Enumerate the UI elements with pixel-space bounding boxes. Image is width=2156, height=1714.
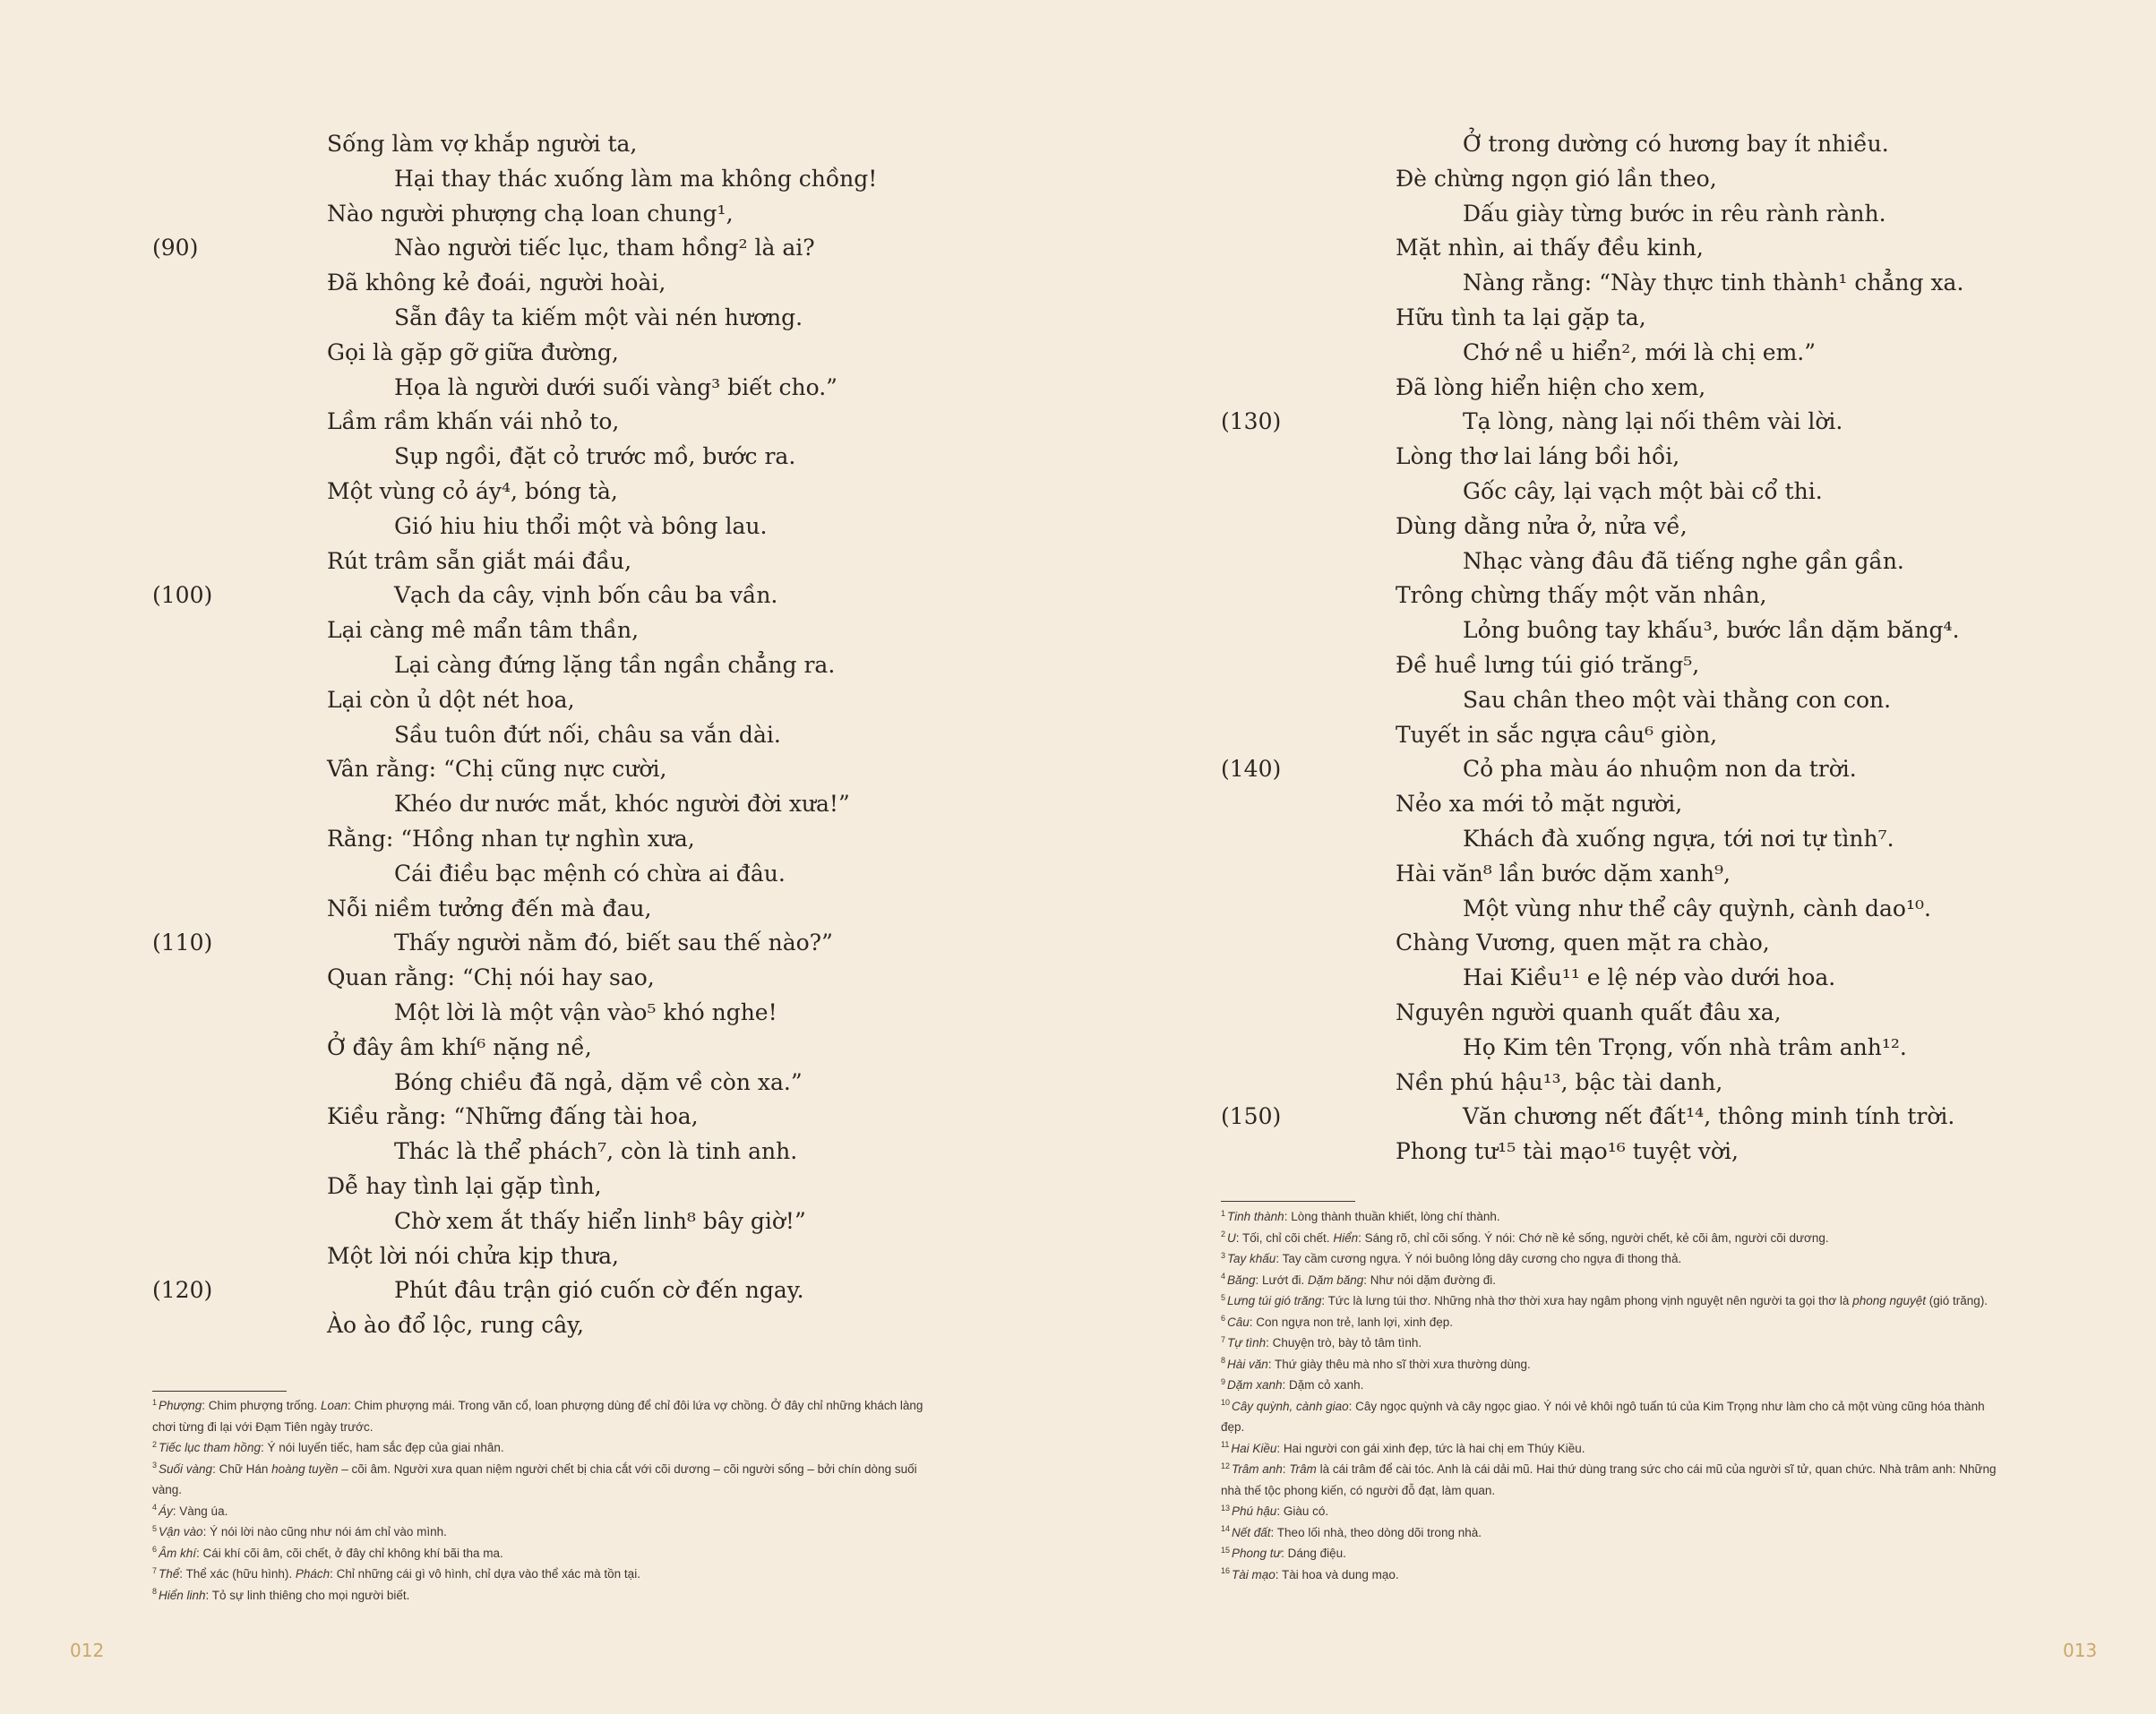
verse-text: Dễ hay tình lại gặp tình, (327, 1172, 602, 1199)
footnote-term: Vận vào (159, 1525, 203, 1538)
footnote-text: : Chim phượng trống. (202, 1399, 321, 1412)
footnote (1221, 1270, 2009, 1291)
footnote (152, 1564, 941, 1585)
footnote-number: 1 (1221, 1208, 1226, 1218)
verse-text: Đã không kẻ đoái, người hoài, (327, 270, 666, 296)
verse-text: Rằng: “Hồng nhan tự nghìn xưa, (327, 825, 695, 852)
verse-text: Sẵn đây ta kiếm một vài nén hương. (394, 304, 803, 330)
footnote-text: : Chim phượng mái. Trong văn cổ, loan phượng dùng để chỉ đôi lứa vợ chồng. Ở đây chỉ những khách làng chơi từng đi lại với Đạm Tiên ngày trước. (152, 1399, 923, 1434)
footnote-term: Nết đất (1232, 1525, 1271, 1539)
footnote-number: 2 (1221, 1230, 1226, 1238)
footnote-text: : (1282, 1462, 1290, 1476)
verse-text: Quan rằng: “Chị nói hay sao, (327, 964, 655, 991)
verse-text: Thác là thể phách⁷, còn là tinh anh. (394, 1138, 798, 1165)
footnote-text: : Theo lối nhà, theo dòng dõi trong nhà. (1270, 1525, 1482, 1539)
footnote (1221, 1459, 2009, 1501)
footnote-number: 4 (1221, 1272, 1226, 1281)
line-number: (100) (152, 582, 213, 609)
footnote (152, 1521, 941, 1543)
footnote-text: : Như nói dặm đường đi. (1363, 1273, 1497, 1287)
footnote-term: phong nguyệt (1852, 1294, 1927, 1307)
footnote (1221, 1543, 2009, 1564)
right-page (1078, 0, 2156, 1714)
verse-text: Khéo dư nước mắt, khóc người đời xưa!” (394, 791, 850, 818)
verse-text: Dấu giày từng bước in rêu rành rành. (1463, 200, 1886, 227)
verse-text: Ở đây âm khí⁶ nặng nề, (327, 1033, 592, 1060)
footnote-text: – cõi âm. Người xưa quan niệm người chết bị chia cắt với cõi dương – cõi người sống – bởi chín dòng suối vàng. (152, 1461, 917, 1496)
verse-text: Mặt nhìn, ai thấy đều kinh, (1396, 235, 1704, 261)
footnote-text: : Giàu có. (1276, 1504, 1329, 1518)
footnote-number: 15 (1221, 1545, 1231, 1555)
verse-text: Họ Kim tên Trọng, vốn nhà trâm anh¹². (1463, 1033, 1907, 1060)
footnote-term: Câu (1227, 1315, 1250, 1329)
footnote-term: Hiển linh (159, 1588, 206, 1602)
verse-text: Sầu tuôn đứt nối, châu sa vắn dài. (394, 721, 781, 748)
footnote-text: : Chữ Hán (212, 1461, 272, 1476)
verse-text: Lại càng đứng lặng tần ngần chẳng ra. (394, 651, 836, 678)
footnote-text: : Dặm cỏ xanh. (1282, 1378, 1364, 1392)
verse-text: Lại càng mê mẩn tâm thần, (327, 617, 640, 644)
verse-text: Đề huề lưng túi gió trăng⁵, (1396, 651, 1700, 678)
footnote-term: Suối vàng (159, 1461, 213, 1476)
line-number: (120) (152, 1277, 213, 1304)
footnote (1221, 1228, 2009, 1249)
verse-text: Văn chương nết đất¹⁴, thông minh tính trời. (1463, 1103, 1955, 1130)
verse-text: Phút đâu trận gió cuốn cờ đến ngay. (394, 1277, 804, 1304)
footnote-term: Áy (159, 1504, 173, 1518)
footnote (152, 1459, 941, 1501)
verse-text: Vạch da cây, vịnh bốn câu ba vần. (394, 582, 778, 609)
verse-text: Nguyên người quanh quất đâu xa, (1396, 998, 1782, 1025)
footnote-term: Trâm anh (1232, 1462, 1283, 1476)
footnote-text: : Ý nói lời nào cũng như nói ám chỉ vào mình. (202, 1525, 447, 1538)
footnote-term: Tinh thành (1227, 1210, 1284, 1223)
line-number: (130) (1221, 408, 1282, 435)
footnote-number: 7 (1221, 1334, 1226, 1344)
footnote-term: Hai Kiều (1231, 1441, 1277, 1455)
footnote-number: 8 (152, 1587, 158, 1596)
verse-text: Ào ào đổ lộc, rung cây, (327, 1312, 584, 1339)
line-number: (140) (1221, 756, 1282, 783)
verse-text: Kiều rằng: “Những đấng tài hoa, (327, 1103, 699, 1130)
footnotes-left (152, 1395, 941, 1606)
line-number: (90) (152, 235, 199, 261)
verse-text: Hại thay thác xuống làm ma không chồng! (394, 165, 878, 192)
footnote-term: Phượng (159, 1399, 202, 1412)
footnote-number: 13 (1221, 1503, 1231, 1513)
footnote-text: : Cái khí cõi âm, cõi chết, ở đây chỉ không khí bãi tha ma. (196, 1546, 503, 1560)
footnote-term: Âm khí (159, 1546, 197, 1560)
footnote-rule-right (1221, 1201, 1355, 1202)
footnote-number: 1 (152, 1397, 158, 1407)
verse-text: Họa là người dưới suối vàng³ biết cho.” (394, 373, 837, 400)
footnote (1221, 1375, 2009, 1396)
footnote-text: : Tỏ sự linh thiêng cho mọi người biết. (205, 1588, 410, 1602)
footnote-text: : Ý nói luyến tiếc, ham sắc đẹp của giai nhân. (260, 1441, 504, 1454)
page-number-left: 012 (70, 1640, 105, 1661)
footnote (1221, 1501, 2009, 1522)
footnote-number: 6 (152, 1545, 158, 1554)
verse-text: Sống làm vợ khắp người ta, (327, 131, 638, 157)
verse-text: Tuyết in sắc ngựa câu⁶ giòn, (1396, 721, 1718, 748)
footnote-number: 5 (1221, 1292, 1226, 1302)
footnote-term: Tay khấu (1227, 1252, 1276, 1265)
verse-text: Hữu tình ta lại gặp ta, (1396, 304, 1646, 330)
footnote-text: : Chuyện trò, bày tỏ tâm tình. (1266, 1336, 1422, 1350)
line-number: (110) (152, 930, 213, 956)
footnote-text: : Thứ giày thêu mà nho sĩ thời xưa thường dùng. (1267, 1357, 1531, 1371)
footnote-term: Phong tư (1232, 1547, 1282, 1560)
footnote-term: Băng (1227, 1273, 1256, 1287)
footnote (1221, 1248, 2009, 1270)
verse-text: Gọi là gặp gỡ giữa đường, (327, 339, 619, 365)
verse-text: Thấy người nằm đó, biết sau thế nào?” (394, 930, 833, 956)
verse-text: Lòng thơ lai láng bồi hồi, (1396, 443, 1680, 470)
verse-text: Nào người tiếc lục, tham hồng² là ai? (394, 235, 815, 261)
footnote-number: 16 (1221, 1566, 1231, 1575)
verse-text: Cỏ pha màu áo nhuộm non da trời. (1463, 756, 1857, 783)
verse-text: Một lời nói chửa kịp thưa, (327, 1242, 619, 1269)
footnote-term: Phú hậu (1232, 1504, 1277, 1518)
footnote-term: Dặm băng (1307, 1273, 1364, 1287)
verse-text: Tạ lòng, nàng lại nối thêm vài lời. (1463, 408, 1843, 435)
footnote-text: : Hai người con gái xinh đẹp, tức là hai chị em Thúy Kiều. (1276, 1441, 1585, 1455)
verse-text: Lỏng buông tay khấu³, bước lần dặm băng⁴. (1463, 617, 1960, 644)
footnote-term: Phách (295, 1567, 331, 1581)
footnote-term: Tự tình (1227, 1336, 1267, 1350)
footnote (1221, 1354, 2009, 1375)
footnote-number: 2 (152, 1439, 158, 1449)
verse-text: Hai Kiều¹¹ e lệ nép vào dưới hoa. (1463, 964, 1836, 991)
footnote-number: 3 (1221, 1250, 1226, 1260)
verse-text: Chàng Vương, quen mặt ra chào, (1396, 930, 1770, 956)
verse-text: Lầm rầm khấn vái nhỏ to, (327, 408, 620, 435)
verse-text: Đè chừng ngọn gió lần theo, (1396, 165, 1717, 192)
verse-text: Nàng rằng: “Này thực tinh thành¹ chẳng xa. (1463, 270, 1964, 296)
verse-text: Rút trâm sẵn giắt mái đầu, (327, 547, 632, 574)
footnote-number: 4 (152, 1503, 158, 1512)
footnote (1221, 1438, 2009, 1460)
footnote-term: Thể (159, 1567, 180, 1581)
footnote-term: Cây quỳnh, cành giao (1232, 1399, 1349, 1413)
line-number: (150) (1221, 1103, 1282, 1130)
verse-text: Một vùng như thể cây quỳnh, cành dao¹⁰. (1463, 895, 1931, 921)
verse-text: Nỗi niềm tưởng đến mà đau, (327, 895, 652, 921)
footnote (152, 1437, 941, 1459)
footnote-text: : Lướt đi. (1255, 1273, 1308, 1287)
footnote-term: Dặm xanh (1227, 1378, 1283, 1392)
verse-text: Chớ nề u hiển², mới là chị em.” (1463, 339, 1817, 365)
footnote-term: U (1227, 1230, 1236, 1245)
footnote-number: 12 (1221, 1461, 1231, 1470)
footnote-text: (gió trăng). (1926, 1294, 1989, 1307)
verse-text: Lại còn ủ dột nét hoa, (327, 686, 575, 713)
footnote-term: Trâm (1289, 1462, 1317, 1476)
footnote-text: : Tay cầm cương ngựa. Ý nói buông lỏng dây cương cho ngựa đi thong thả. (1276, 1252, 1682, 1265)
footnote (1221, 1522, 2009, 1544)
footnote-number: 9 (1221, 1376, 1226, 1386)
footnote-number: 6 (1221, 1314, 1226, 1323)
verse-text: Vân rằng: “Chị cũng nực cười, (327, 756, 667, 783)
footnote-number: 5 (152, 1523, 158, 1533)
verse-text: Sau chân theo một vài thằng con con. (1463, 686, 1892, 713)
verse-text: Sụp ngồi, đặt cỏ trước mồ, bước ra. (394, 443, 796, 470)
footnote-term: Tài mạo (1232, 1567, 1276, 1581)
verse-text: Khách đà xuống ngựa, tới nơi tự tình⁷. (1463, 825, 1894, 852)
verse-text: Hài văn⁸ lần bước dặm xanh⁹, (1396, 860, 1731, 887)
footnote-text: : Tối, chỉ cõi chết. (1235, 1230, 1334, 1245)
footnote (1221, 1290, 2009, 1312)
footnote (152, 1501, 941, 1522)
footnote-text: : Sáng rõ, chỉ cõi sống. Ý nói: Chớ nề kẻ sống, người chết, kẻ cõi âm, người cõi dương. (1358, 1230, 1829, 1245)
verse-text: Nào người phượng chạ loan chung¹, (327, 200, 734, 227)
footnote-text: : Dáng điệu. (1281, 1547, 1346, 1560)
footnote (152, 1585, 941, 1607)
footnote-number: 7 (152, 1565, 158, 1575)
footnote (1221, 1333, 2009, 1354)
footnote-number: 8 (1221, 1356, 1226, 1365)
footnote-text: : Vàng úa. (172, 1504, 228, 1518)
footnote (1221, 1206, 2009, 1228)
footnote-text: : Chỉ những cái gì vô hình, chỉ dựa vào thể xác mà tồn tại. (330, 1567, 640, 1581)
verse-text: Chờ xem ắt thấy hiển linh⁸ bây giờ!” (394, 1207, 806, 1234)
footnote-term: Tiếc lục tham hồng (159, 1441, 261, 1454)
footnotes-right (1221, 1206, 2009, 1585)
verse-text: Cái điều bạc mệnh có chừa ai đâu. (394, 860, 786, 887)
footnote-term: Loan (320, 1399, 348, 1412)
footnote-term: Hiển (1333, 1230, 1359, 1245)
verse-text: Gió hiu hiu thổi một và bông lau. (394, 512, 768, 539)
footnote-term: Lưng túi gió trăng (1227, 1294, 1322, 1307)
footnote-number: 10 (1221, 1398, 1231, 1407)
footnote (1221, 1312, 2009, 1333)
verse-text: Gốc cây, lại vạch một bài cổ thi. (1463, 477, 1823, 504)
footnote-rule-left (152, 1391, 287, 1392)
verse-text: Phong tư¹⁵ tài mạo¹⁶ tuyệt vời, (1396, 1138, 1739, 1165)
verse-text: Nẻo xa mới tỏ mặt người, (1396, 791, 1683, 818)
footnote-text: là cái trâm để cài tóc. Anh là cái dải mũ. Hai thứ dùng trang sức cho cái mũ của người sĩ tử, quan chức. Nhà trâm anh: Những nhà thế tộc phong kiến, có người đỗ đạt, làm quan. (1221, 1462, 1997, 1497)
verse-text: Đã lòng hiển hiện cho xem, (1396, 373, 1706, 400)
footnote (152, 1395, 941, 1437)
verse-text: Ở trong dường có hương bay ít nhiều. (1463, 131, 1889, 157)
footnote-term: Hài văn (1227, 1357, 1268, 1371)
footnote-number: 3 (152, 1461, 158, 1470)
footnote-number: 14 (1221, 1524, 1231, 1533)
verse-text: Trông chừng thấy một văn nhân, (1396, 582, 1767, 609)
verse-text: Bóng chiều đã ngả, dặm về còn xa.” (394, 1068, 803, 1095)
verse-text: Dùng dằng nửa ở, nửa về, (1396, 512, 1688, 539)
footnote-text: : Tức là lưng túi thơ. Những nhà thơ thời xưa hay ngâm phong vịnh nguyệt nên người ta gọi thơ là (1321, 1294, 1853, 1307)
page-number-right: 013 (2063, 1640, 2098, 1661)
footnote-text: : Con ngựa non trẻ, lanh lợi, xinh đẹp. (1249, 1315, 1454, 1329)
footnote-text: : Thể xác (hữu hình). (179, 1567, 296, 1581)
verse-text: Nhạc vàng đâu đã tiếng nghe gần gần. (1463, 547, 1904, 574)
footnote (152, 1543, 941, 1564)
verse-text: Một lời là một vận vào⁵ khó nghe! (394, 998, 777, 1025)
footnote (1221, 1564, 2009, 1586)
verse-text: Nền phú hậu¹³, bậc tài danh, (1396, 1068, 1723, 1095)
footnote-number: 11 (1221, 1440, 1230, 1449)
footnote (1221, 1396, 2009, 1438)
footnote-text: : Cây ngọc quỳnh và cây ngọc giao. Ý nói vẻ khôi ngô tuấn tú của Kim Trọng như làm cho cả một vùng cũng hóa thành đẹp. (1221, 1399, 1985, 1434)
footnote-term: hoàng tuyền (271, 1461, 339, 1476)
footnote-text: : Lòng thành thuần khiết, lòng chí thành. (1284, 1210, 1500, 1223)
verse-text: Một vùng cỏ áy⁴, bóng tà, (327, 477, 618, 504)
footnote-text: : Tài hoa và dung mạo. (1275, 1567, 1399, 1581)
